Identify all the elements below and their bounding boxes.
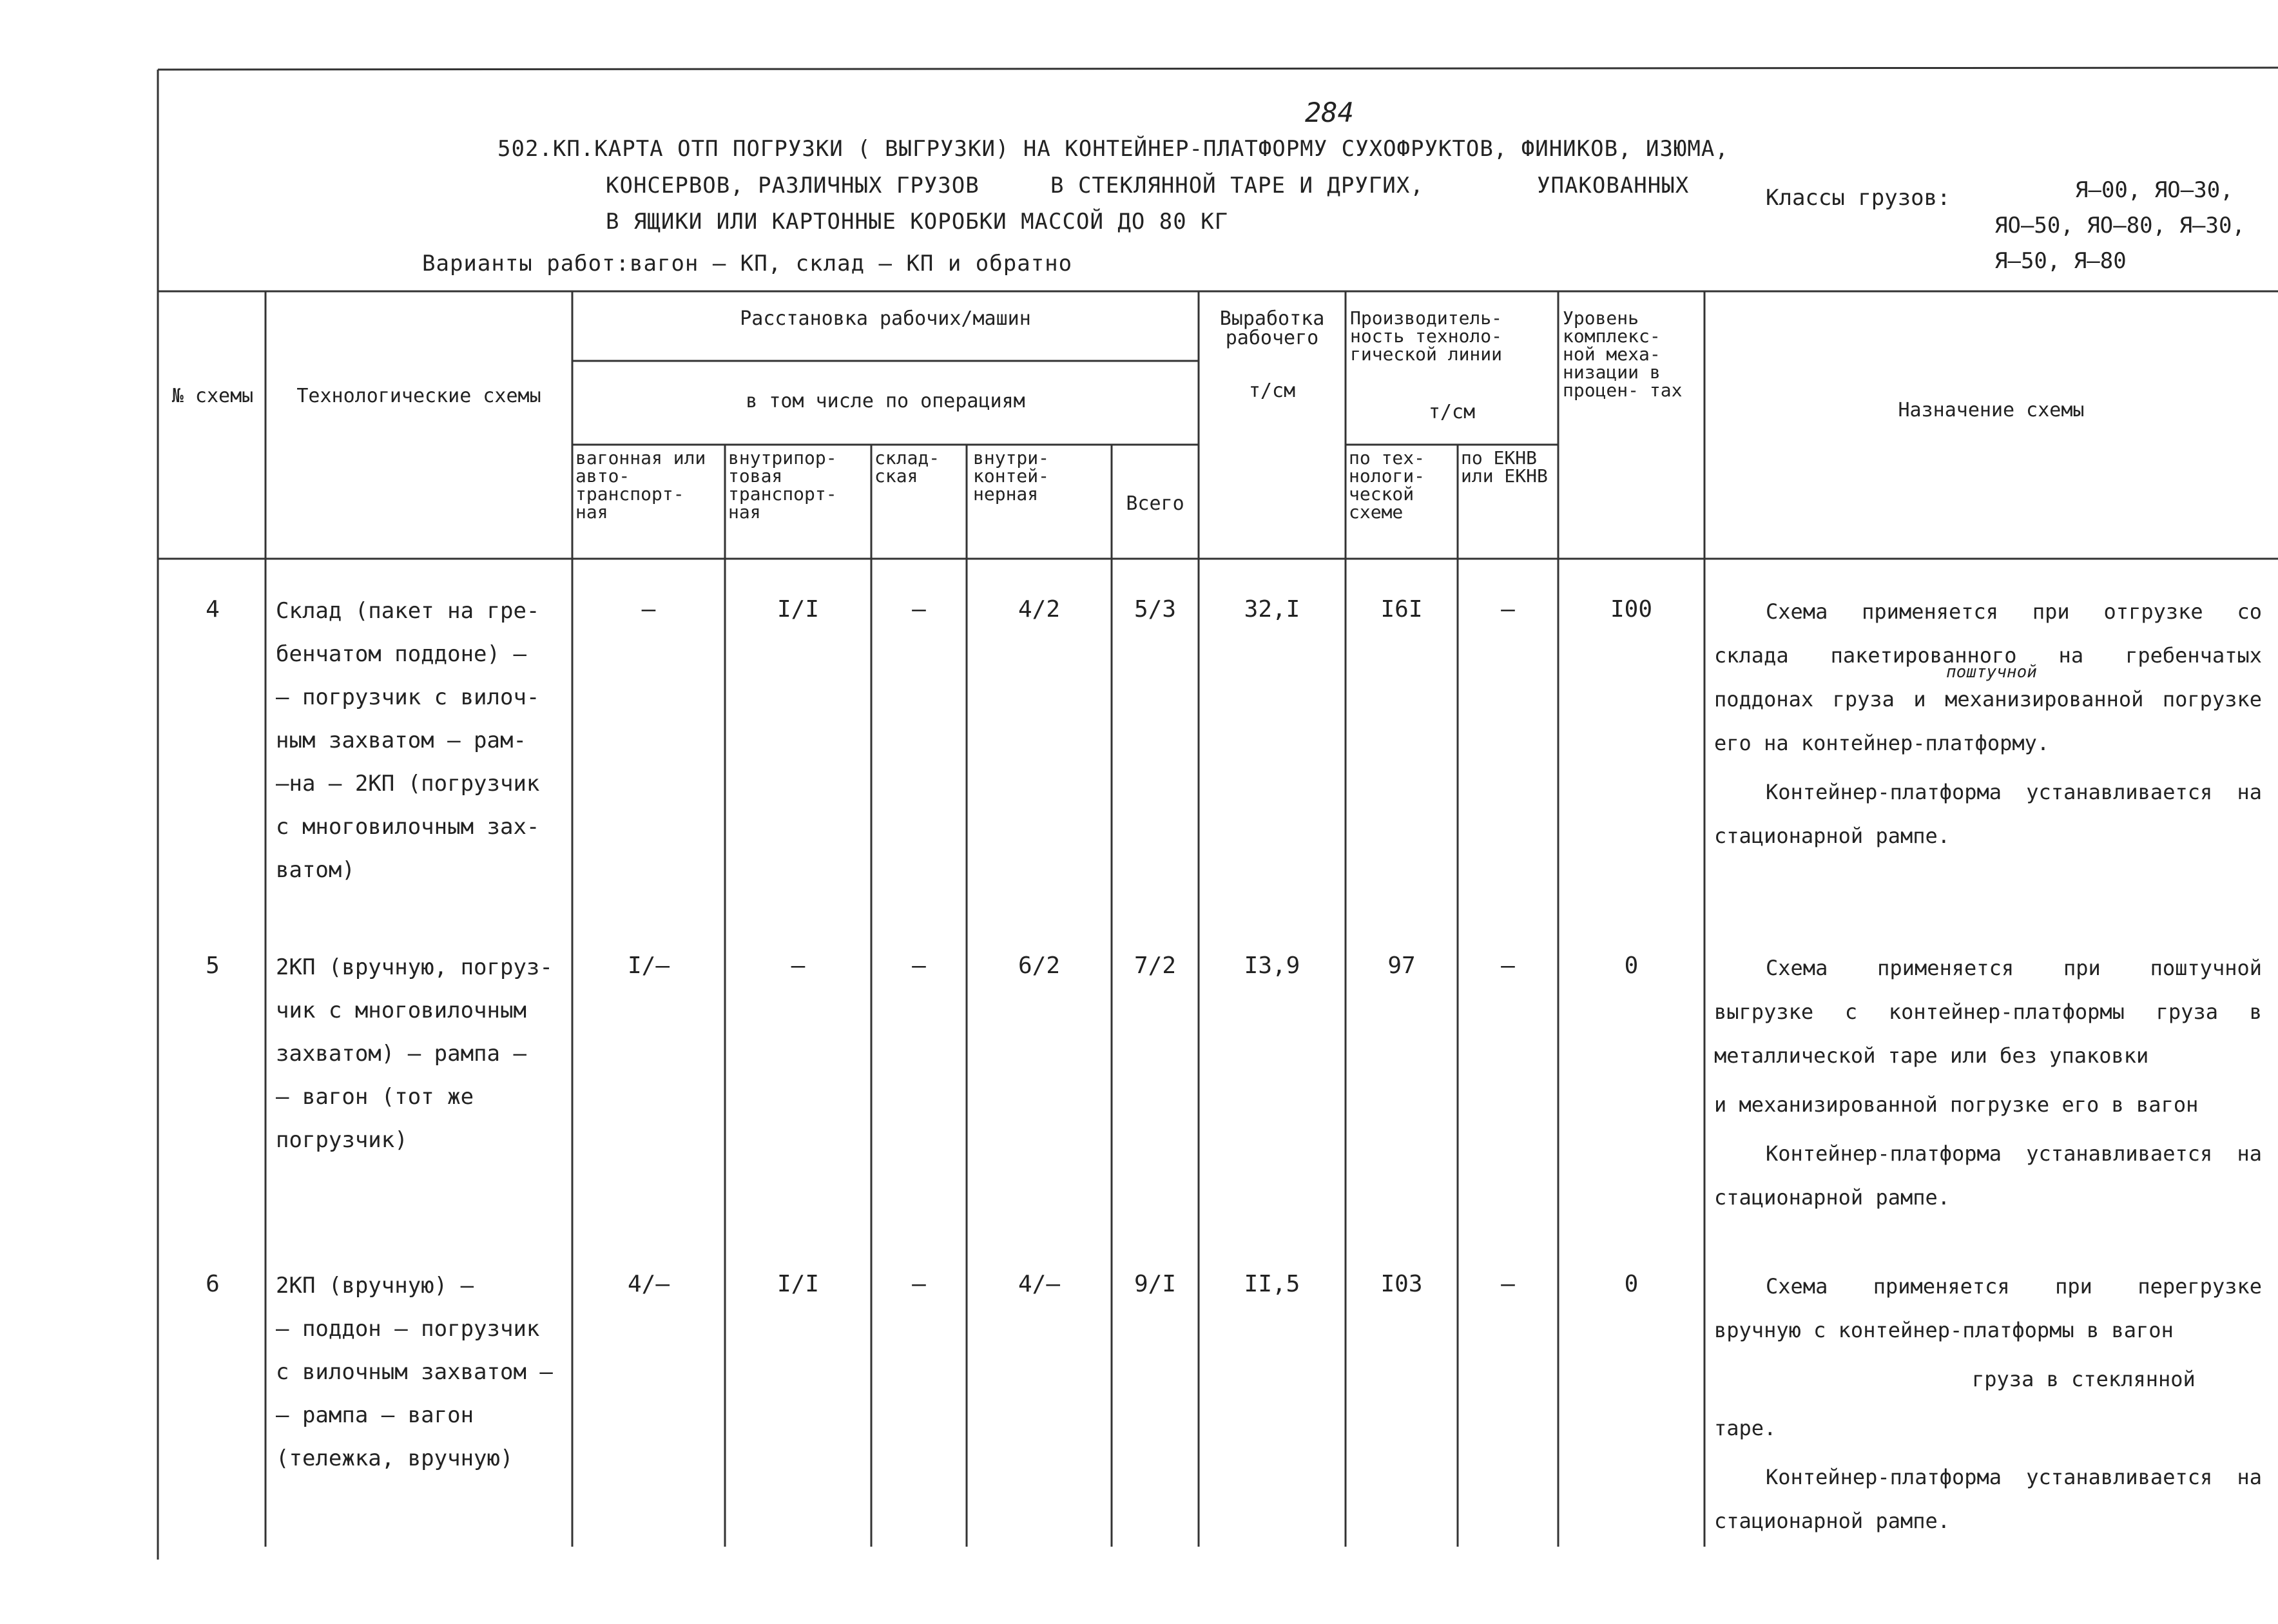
header-placement: Расстановка рабочих/машин — [740, 307, 1031, 330]
row-5-warehouse: – — [912, 952, 926, 979]
header-output-unit: т/см — [1248, 380, 1296, 402]
row-5-no: 5 — [206, 952, 220, 979]
row-6-warehouse: – — [912, 1271, 926, 1297]
row-5-total: 7/2 — [1134, 952, 1177, 979]
row-5-mechanization: 0 — [1624, 952, 1639, 979]
row-4-total: 5/3 — [1134, 596, 1177, 623]
header-by-ekhv: по ЕКНВ или ЕКНВ — [1461, 447, 1548, 487]
cargo-classes-line-3: Я–50, Я–80 — [1994, 248, 2127, 274]
work-variants-value: вагон – КП, склад – КП и обратно — [630, 251, 1073, 276]
header-by-operations: в том числе по операциям — [746, 390, 1025, 412]
scheme-line: – поддон – погрузчик — [276, 1316, 540, 1342]
row-6-total: 9/I — [1134, 1271, 1177, 1297]
header-by-tech-scheme: по тех- нологи- ческой схеме — [1349, 447, 1425, 523]
row-4-scheme — [276, 590, 569, 892]
row-6-prod-ekhv: – — [1501, 1271, 1515, 1297]
row-4-prod-ekhv: – — [1501, 596, 1515, 623]
title-line-2b: В СТЕКЛЯННОЙ ТАРЕ И ДРУГИХ, — [1050, 173, 1424, 198]
scheme-line: погрузчик) — [276, 1127, 408, 1153]
scheme-line: (тележка, вручную) — [276, 1445, 514, 1471]
row-4-internal: I/I — [777, 596, 820, 623]
purpose-paragraph: Схема применяется при поштучной выгрузке с контейнер-платформы груза в металлической таре или без упаковки — [1714, 956, 2262, 1068]
scheme-line: 2КП (вручную, погруз- — [276, 954, 553, 980]
header-wagon-ops: вагонная или авто- транспорт- ная — [575, 447, 706, 523]
row-6-scheme — [276, 1264, 569, 1480]
header-productivity-unit: т/см — [1428, 401, 1476, 423]
row-6-mechanization: 0 — [1624, 1271, 1639, 1297]
row-6-prod-tech: I03 — [1380, 1271, 1423, 1297]
header-purpose: Назначение схемы — [1898, 399, 2085, 421]
purpose-paragraph: Контейнер-платформа устанавливается на стационарной рампе. — [1714, 1465, 2262, 1533]
header-warehouse: склад- ская — [874, 447, 940, 487]
title-line-1: 502.КП.КАРТА ОТП ПОГРУЗКИ ( ВЫГРУЗКИ) НА КОНТЕЙНЕР-ПЛАТФОРМУ СУХОФРУКТОВ, ФИНИКОВ, ИЗЮМА, — [497, 136, 1729, 162]
row-4-intra: 4/2 — [1018, 596, 1061, 623]
row-5-prod-tech: 97 — [1387, 952, 1416, 979]
header-intra-container: внутри- контей- нерная — [973, 447, 1050, 505]
scheme-line: Склад (пакет на гре- — [276, 598, 540, 624]
row-6-output: II,5 — [1244, 1271, 1300, 1297]
row-6-wagon: 4/– — [627, 1271, 670, 1297]
purpose-paragraph: Контейнер-платформа устанавливается на стационарной рампе. — [1714, 1141, 2262, 1210]
row-5-scheme — [276, 946, 569, 1162]
row-4-handwritten-note: поштучной — [1946, 662, 2037, 682]
scheme-line: – рампа – вагон — [276, 1402, 474, 1428]
scheme-line: –на – 2КП (погрузчик — [276, 771, 540, 797]
scheme-line: бенчатом поддоне) – — [276, 641, 526, 667]
header-output: Выработка рабочего — [1219, 307, 1325, 349]
row-5-purpose — [1714, 946, 2262, 1224]
purpose-paragraph: таре. — [1714, 1416, 1777, 1440]
purpose-paragraph: и механизированной погрузке его в вагон — [1714, 1092, 2199, 1117]
row-4-warehouse: – — [912, 596, 926, 623]
work-variants-label: Варианты работ: — [422, 251, 630, 276]
row-5-prod-ekhv: – — [1501, 952, 1515, 979]
scheme-line: ным захватом – рам- — [276, 728, 526, 753]
page-number: 284 — [1305, 97, 1354, 128]
cargo-classes-line-2: ЯО–50, ЯО–80, Я–30, — [1994, 213, 2245, 238]
scheme-line: чик с многовилочным — [276, 998, 526, 1023]
header-tech-schemes: Технологические схемы — [296, 385, 541, 407]
purpose-paragraph: Контейнер-платформа устанавливается на стационарной рампе. — [1714, 780, 2262, 848]
header-mechanization: Уровень комплекс- ной меха- низации в процен- тах — [1563, 307, 1683, 401]
title-line-3: В ЯЩИКИ ИЛИ КАРТОННЫЕ КОРОБКИ МАССОЙ ДО 80 КГ — [606, 209, 1229, 235]
row-6-purpose — [1714, 1264, 2262, 1548]
row-4-output: 32,I — [1244, 596, 1300, 623]
cargo-classes-label: Классы грузов: — [1766, 185, 1951, 211]
scheme-line: – погрузчик с вилоч- — [276, 684, 540, 710]
row-5-output: I3,9 — [1244, 952, 1300, 979]
header-total: Всего — [1126, 492, 1184, 515]
row-4-no: 4 — [206, 596, 220, 623]
row-4-prod-tech: I6I — [1380, 596, 1423, 623]
scheme-line: ватом) — [276, 857, 355, 883]
row-6-internal: I/I — [777, 1271, 820, 1297]
row-6-intra: 4/– — [1018, 1271, 1061, 1297]
row-6-no: 6 — [206, 1271, 220, 1297]
row-5-wagon: I/– — [627, 952, 670, 979]
row-4-wagon: – — [641, 596, 656, 623]
title-line-2a: КОНСЕРВОВ, РАЗЛИЧНЫХ ГРУЗОВ — [606, 173, 980, 198]
header-internal-transport: внутрипор- товая транспорт- ная — [728, 447, 837, 523]
header-scheme-no: № схемы — [171, 385, 254, 407]
purpose-paragraph: Схема применяется при отгрузке со склада пакетированного на гребенчатых поддонах груза и механизированной погрузке его на контейнер-платформу. — [1714, 599, 2262, 755]
scheme-line: 2КП (вручную) – — [276, 1273, 474, 1299]
scheme-line: с вилочным захватом – — [276, 1359, 553, 1385]
header-productivity: Производитель- ность техноло- гической линии — [1350, 307, 1503, 365]
work-variants — [422, 247, 1072, 280]
purpose-paragraph: Схема применяется при перегрузке вручную с контейнер-платформы в вагон — [1714, 1274, 2262, 1342]
row-4-purpose — [1714, 590, 2262, 863]
row-4-mechanization: I00 — [1610, 596, 1653, 623]
scheme-line: захватом) – рампа – — [276, 1041, 526, 1067]
row-5-internal: – — [791, 952, 806, 979]
title-line-2c: УПАКОВАННЫХ — [1537, 173, 1690, 198]
scheme-line: – вагон (тот же — [276, 1084, 474, 1110]
cargo-classes-line-1: Я–00, ЯО–30, — [2075, 177, 2234, 203]
purpose-paragraph: груза в стеклянной — [1972, 1367, 2196, 1391]
row-5-intra: 6/2 — [1018, 952, 1061, 979]
scheme-line: с многовилочным зах- — [276, 814, 540, 840]
